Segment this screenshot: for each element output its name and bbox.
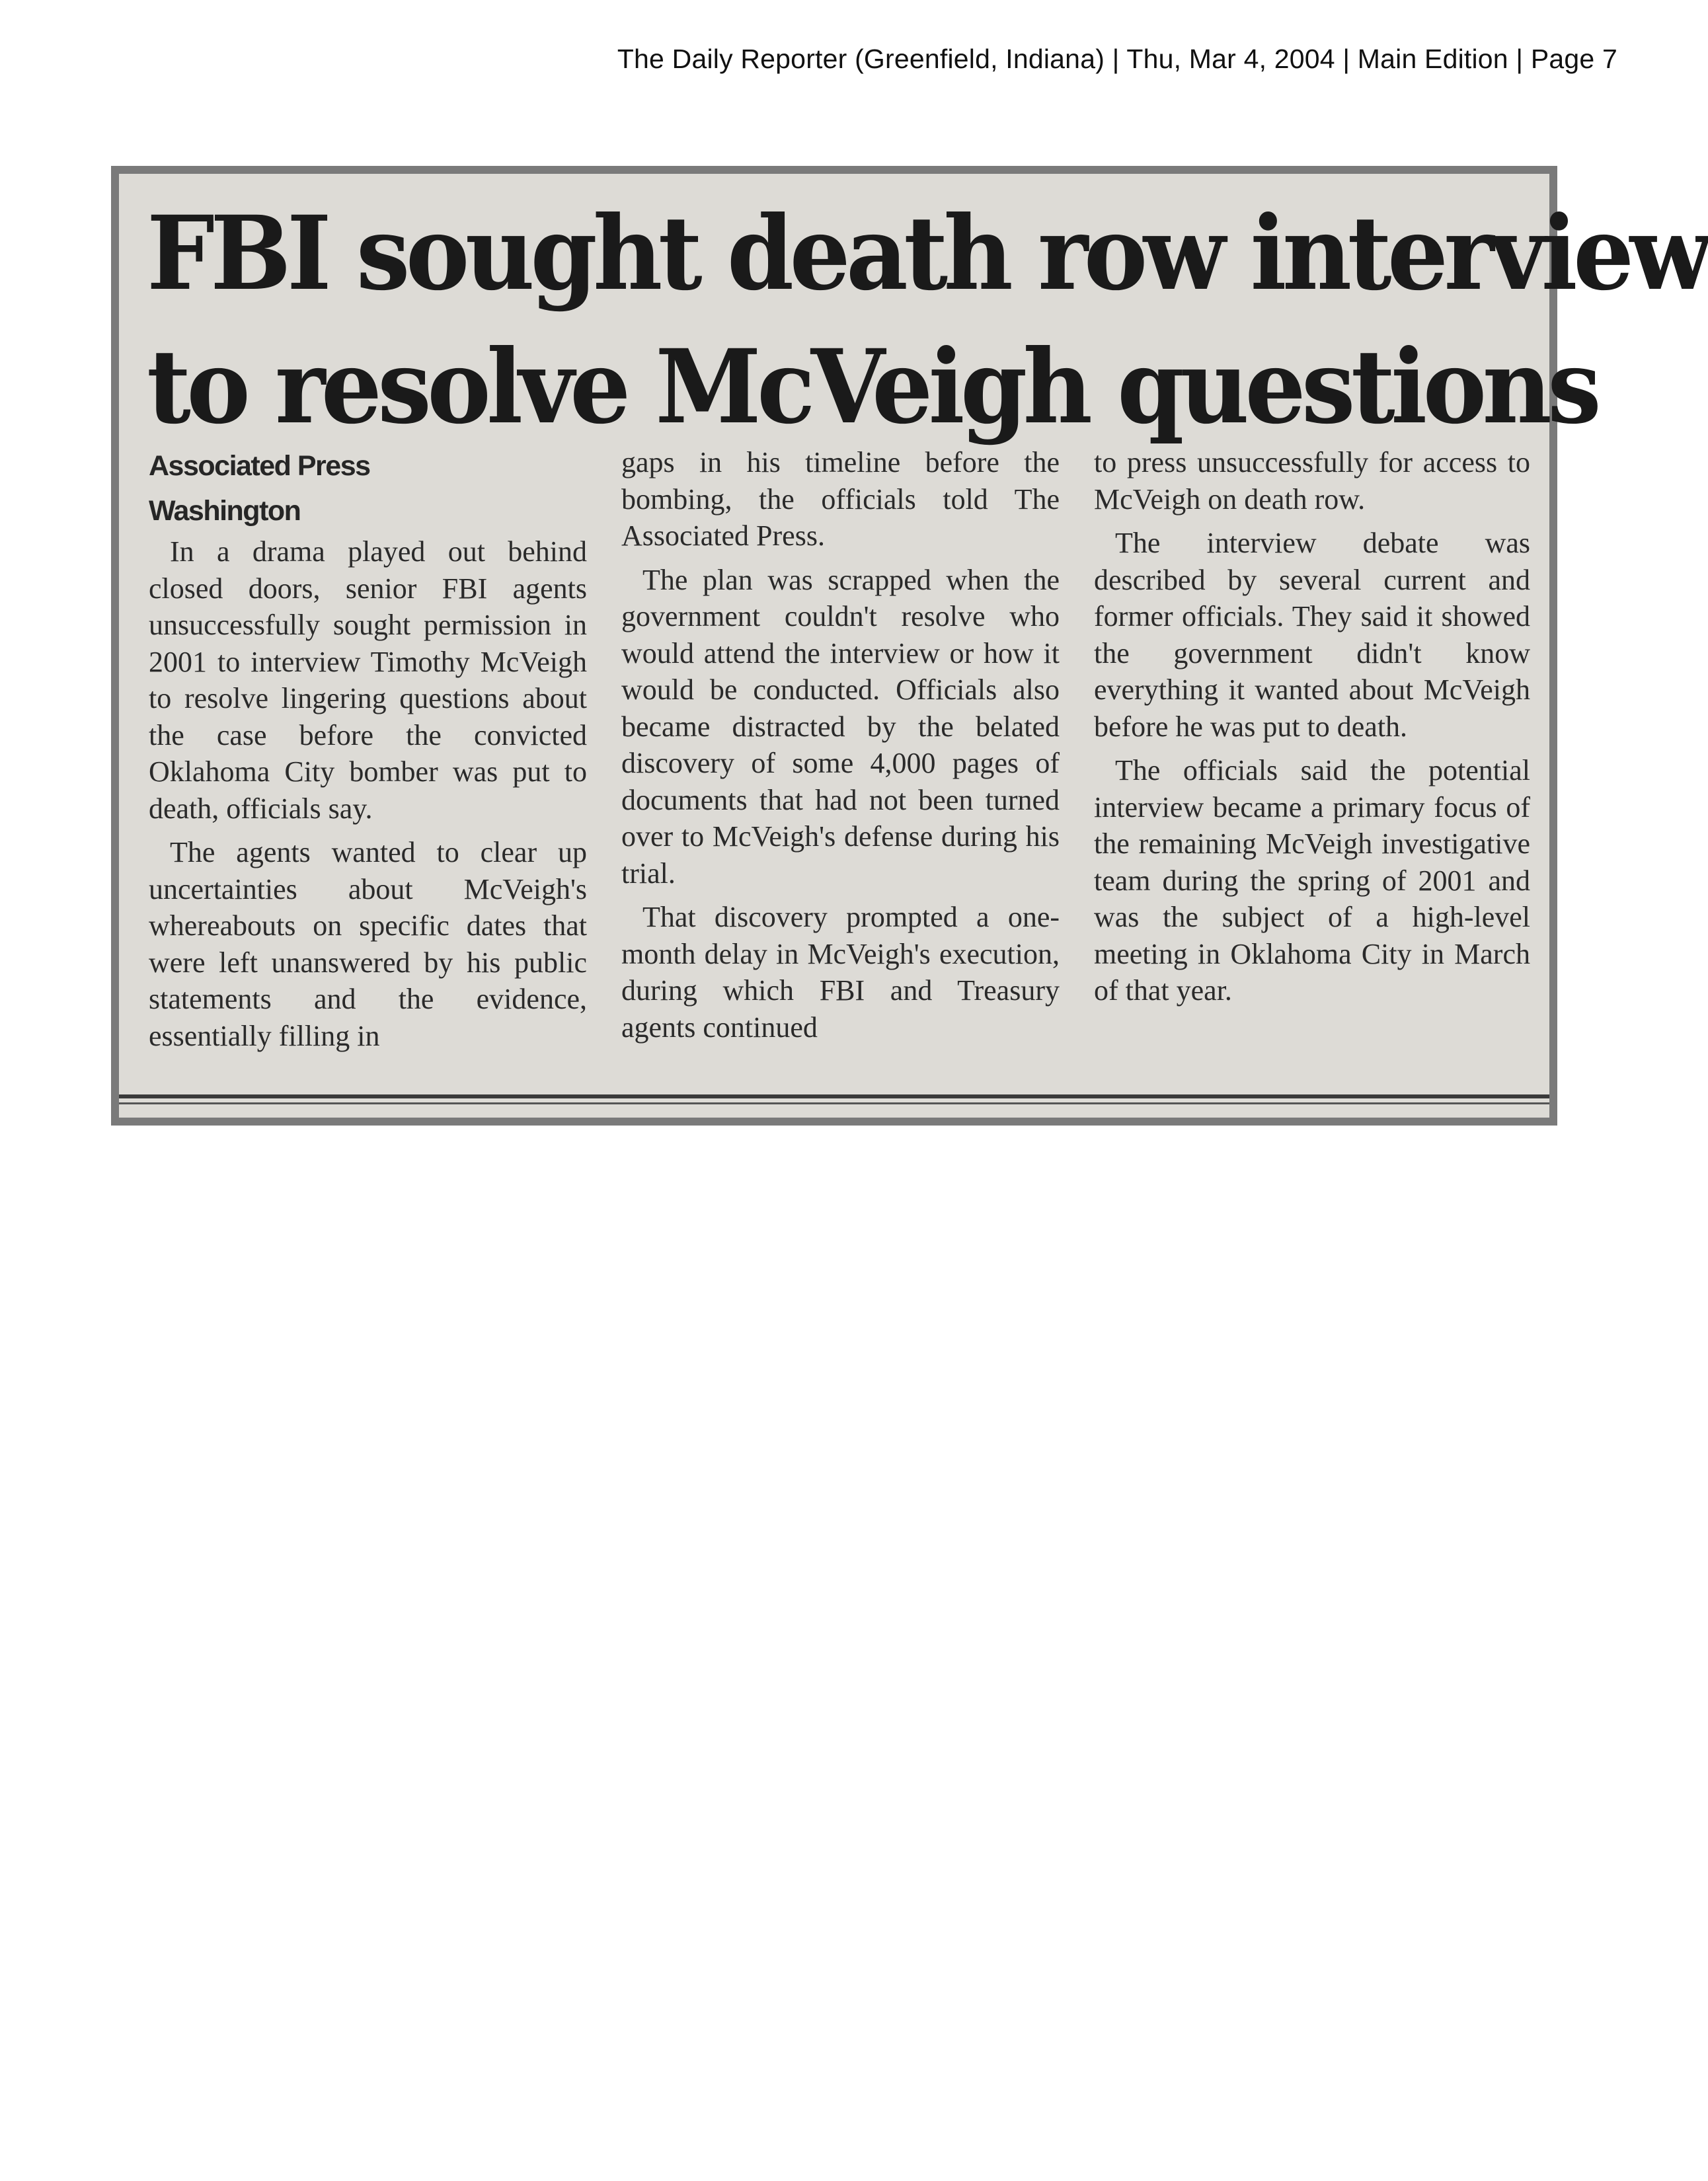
headline-line-2: to resolve McVeigh questions [147,327,1598,447]
article-headline [147,187,1708,454]
article-column-3 [1094,444,1530,1016]
article-column-1 [149,445,587,1061]
paragraph: gaps in his timeline before the bombing, the officials told The Associated Press. [621,446,1060,552]
headline-line-1: FBI sought death row interview [147,194,1708,313]
page-header: The Daily Reporter (Greenfield, Indiana) | Thu, Mar 4, 2004 | Main Edition | Page 7 [617,44,1617,74]
paragraph: The officials said the potential interview became a primary focus of the remaining McVeigh investigative team during the spring of 2001 and was the subject of a high-level meeting in Oklahoma City in March of that year. [1094,754,1530,1007]
byline: Associated Press [149,450,370,482]
paragraph: The agents wanted to clear up uncertainties about McVeigh's whereabouts on specific dates that were left unanswered by his public statements and the evidence, essentially filling in [149,836,587,1052]
paragraph: That discovery prompted a one-month delay in McVeigh's execution, during which FBI and Treasury agents continued [621,901,1060,1044]
paragraph: The interview debate was described by several current and former officials. They said it showed the government didn't know everything it wanted about McVeigh before he was put to death. [1094,527,1530,743]
bottom-rule-thin [119,1102,1549,1104]
paragraph: In a drama played out behind closed doors, senior FBI agents unsuccessfully sought permission in 2001 to interview Timothy McVeigh to resolve lingering questions about the case before the convicted Oklahoma City bomber was put to death, officials say. [149,535,587,825]
bottom-rule [119,1094,1549,1098]
dateline: Washington [149,495,301,527]
clipping-body [119,174,1708,1118]
paragraph: The plan was scrapped when the government couldn't resolve who would attend the interview or how it would be conducted. Officials also became distracted by the belated discovery of some 4,000 pages of documents that had not been turned over to McVeigh's defense during his trial. [621,563,1060,890]
newspaper-clipping [111,166,1708,1126]
paragraph: to press unsuccessfully for access to McVeigh on death row. [1094,446,1530,516]
article-column-2 [621,444,1060,1053]
